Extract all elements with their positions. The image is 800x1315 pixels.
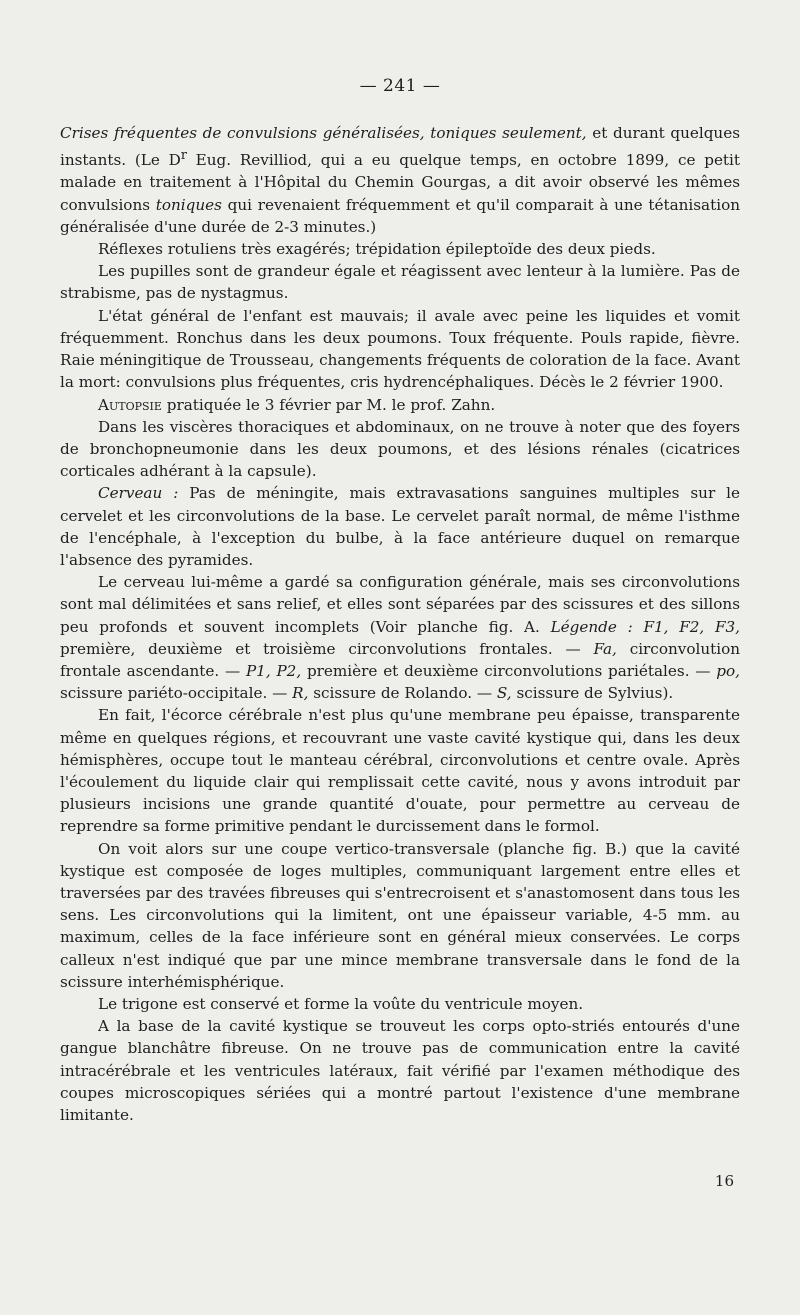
paragraph: Le trigone est conservé et forme la voûte du ventricule moyen. — [98, 994, 584, 1013]
text-run: scissure de Sylvius). — [511, 684, 674, 703]
emphasis: Fa, — [593, 639, 617, 658]
text-run: circonvolution frontale ascendante. — — [60, 639, 740, 680]
paragraph: L'état général de l'enfant est mauvais; il avale avec peine les liquides et vomit fréquemment. Ronchus dans les deux poumons. Toux fréquente. Pouls rapide, fièvre. Raie méningitique de Trousseau, changements fréquents de coloration de la face. Avant la mort: convulsions plus fréquentes, cris hydrencéphaliques. Décès le 2 février 1900. — [60, 306, 740, 392]
paragraph: En fait, l'écorce cérébrale n'est plus qu'une membrane peu épaisse, transparente même en quelques régions, et recouvrant une vaste cavité kystique qui, dans les deux hémisphères, occupe tout le manteau cérébral, circonvolutions et centre ovale. Après l'écoulement du liquide clair qui remplissait cette cavité, nous y avons introduit par plusieurs incisions une grande quantité d'ouate, pour permettre au cerveau de reprendre sa forme primitive pendant le durcissement dans le formol. — [60, 706, 740, 836]
emphasis: Cerveau : — [98, 484, 179, 503]
text-run: scissure pariéto-occipitale. — — [60, 684, 293, 703]
small-caps-heading: Autopsie — [98, 395, 162, 414]
text-run: Eug. Revilliod, qui a eu quelque temps, en octobre 1899, ce petit malade en traitement à l'Hôpital du Chemin Gourgas, a dit avoir observé les mêmes convulsions — [60, 151, 740, 214]
emphasis: S, — [496, 684, 512, 703]
text-run: Pas de méningite, mais extravasations sanguines multiples sur le cervelet et les circonvolutions de la base. Le cervelet paraît normal, de même l'isthme de l'encéphale, à l'exception du bulbe, à la face antérieure duquel on remarque l'absence des pyramides. — [60, 484, 740, 569]
paragraph — [60, 571, 740, 704]
emphasis: po, — [716, 661, 740, 680]
paragraph: A la base de la cavité kystique se trouveut les corps opto-striés entourés d'une gangue blanchâtre fibreuse. On ne trouve pas de communication entre la cavité intracérébrale et les ventricules latéraux, fait vérifié par l'examen méthodique des coupes microscopiques sériées qui a montré partout l'existence d'une membrane limitante. — [60, 1017, 740, 1124]
paragraph — [60, 122, 740, 238]
paragraph: Les pupilles sont de grandeur égale et réagissent avec lenteur à la lumière. Pas de strabisme, pas de nystagmus. — [60, 262, 740, 303]
text-run: scissure de Rolando. — — [308, 684, 497, 703]
text-run: et durant quelques instants. (Le D — [60, 124, 740, 170]
paragraph: Dans les viscères thoraciques et abdominaux, on ne trouve à noter que des foyers de bronchopneumonie dans les deux poumons, et des lésions rénales (cicatrices corticales adhérant à la capsule). — [60, 417, 740, 481]
paragraph: On voit alors sur une coupe vertico-transversale (planche fig. B.) que la cavité kystique est composée de loges multiples, communiquant largement entre elles et traversées par des travées fibreuses qui s'entrecroisent et s'anastomosent dans tous les sens. Les circonvolutions qui la limitent, ont une épaisseur variable, 4-5 mm. au maximum, celles de la face inférieure sont en général mieux conservées. Le corps calleux n'est indiqué que par une mince membrane transversale dans le fond de la scissure interhémisphérique. — [60, 839, 740, 991]
emphasis: Crises fréquentes de convulsions généralisées, toniques seulement, — [60, 124, 587, 142]
paragraph — [60, 482, 740, 571]
signature-mark: 16 — [714, 1172, 734, 1190]
text-run: Le cerveau lui-même a gardé sa configuration générale, mais ses circonvolutions sont mal délimitées et sans relief, et elles sont séparées par des scissures et des sillons peu profonds et souvent incomplets (Voir planche fig. A. — [60, 573, 740, 636]
superscript: r — [180, 147, 187, 163]
emphasis: toniques — [155, 195, 222, 214]
text-run: pratiquée le 3 février par M. le prof. Zahn. — [161, 395, 496, 414]
text-run: première, deuxième et troisième circonvolutions frontales. — — [60, 639, 594, 658]
emphasis: R, — [292, 684, 309, 703]
emphasis: Légende : F1, F2, F3, — [550, 617, 740, 636]
text-run: qui revenaient fréquemment et qu'il comparait à une tétanisation généralisée d'une durée de 2-3 minutes.) — [60, 195, 740, 236]
body-text — [60, 122, 740, 1126]
page-number: — 241 — — [359, 76, 441, 96]
emphasis: P1, P2, — [245, 661, 302, 680]
paragraph — [60, 394, 740, 416]
paragraph: Réflexes rotuliens très exagérés; trépidation épileptoïde des deux pieds. — [98, 240, 656, 259]
text-run: première et deuxième circonvolutions pariétales. — — [301, 661, 717, 680]
